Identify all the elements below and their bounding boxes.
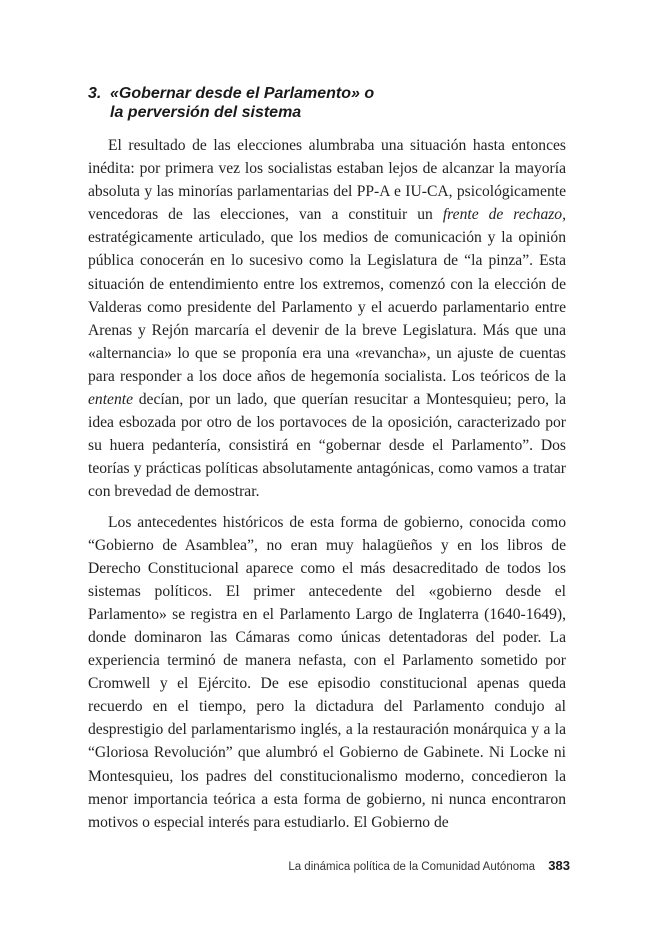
page-number: 383 [548,858,570,873]
running-title: La dinámica política de la Comunidad Autónoma [288,861,536,873]
body-text [88,134,566,834]
paragraph [88,511,566,834]
text-run: El resultado de las elecciones alumbraba una situación hasta entonces inédita: por primera vez los socialistas estaban lejos de alcanzar la mayoría absoluta y las minorías parlamentarias del PP-A e IU-CA, psicológicamente vencedoras de las elecciones, van a constituir un [88,137,566,224]
section-heading [88,84,568,122]
text-run: Los antecedentes históricos de esta forma de gobierno, conocida como “Gobierno de Asamblea”, no eran muy halagüeños y en los libros de Derecho Constitucional aparece como el más desacreditado de todos los sistemas políticos. El primer antecedente del «gobierno desde el Parlamento» se registra en el Parlamento Largo de Inglaterra (1640-1649), donde dominaron las Cámaras como únicas detentadoras del poder. La experiencia terminó de manera nefasta, con el Parlamento sometido por Cromwell y el Ejército. De ese episodio constitucional apenas queda recuerdo en el tiempo, pero la dictadura del Parlamento condujo al desprestigio del parlamentarismo inglés, a la restauración monárquica y a la “Gloriosa Revolución” que alumbró el Gobierno de Gabinete. Ni Locke ni Montesquieu, los padres del constitucionalismo moderno, concedieron la menor importancia teórica a esta forma de gobierno, ni nunca encontraron motivos o especial interés para estudiarlo. El Gobierno de [88,513,566,831]
text-run: estratégicamente articulado, que los medios de comunicación y la opinión pública conocerán en lo sucesivo como la Legislatura de “la pinza”. Esta situación de entendimiento entre los extremos, comenzó con la elección de Valderas como presidente del Parlamento y el acuerdo parlamentario entre Arenas y Rejón marcaría el devenir de la breve Legislatura. Más que una «alternancia» lo que se proponía era una «revancha», un ajuste de cuentas para responder a los doce años de hegemonía socialista. Los teóricos de la [88,229,566,385]
text-run-italic: frente de rechazo, [442,206,566,224]
paragraph [88,134,566,504]
text-run: decían, por un lado, que querían resucitar a Montesquieu; pero, la idea esbozada por otro de los portavoces de la oposición, caracterizado por su huera pedantería, consistirá en “gobernar desde el Parlamento”. Dos teorías y prácticas políticas absolutamente antagónicas, como vamos a tratar con brevedad de demostrar. [88,391,566,501]
section-title-line-2: la perversión del sistema [110,104,302,121]
page-footer [288,858,570,873]
text-run-italic: entente [88,391,134,409]
section-number: 3. [88,85,102,102]
section-title-line-1: «Gobernar desde el Parlamento» o [110,85,375,102]
